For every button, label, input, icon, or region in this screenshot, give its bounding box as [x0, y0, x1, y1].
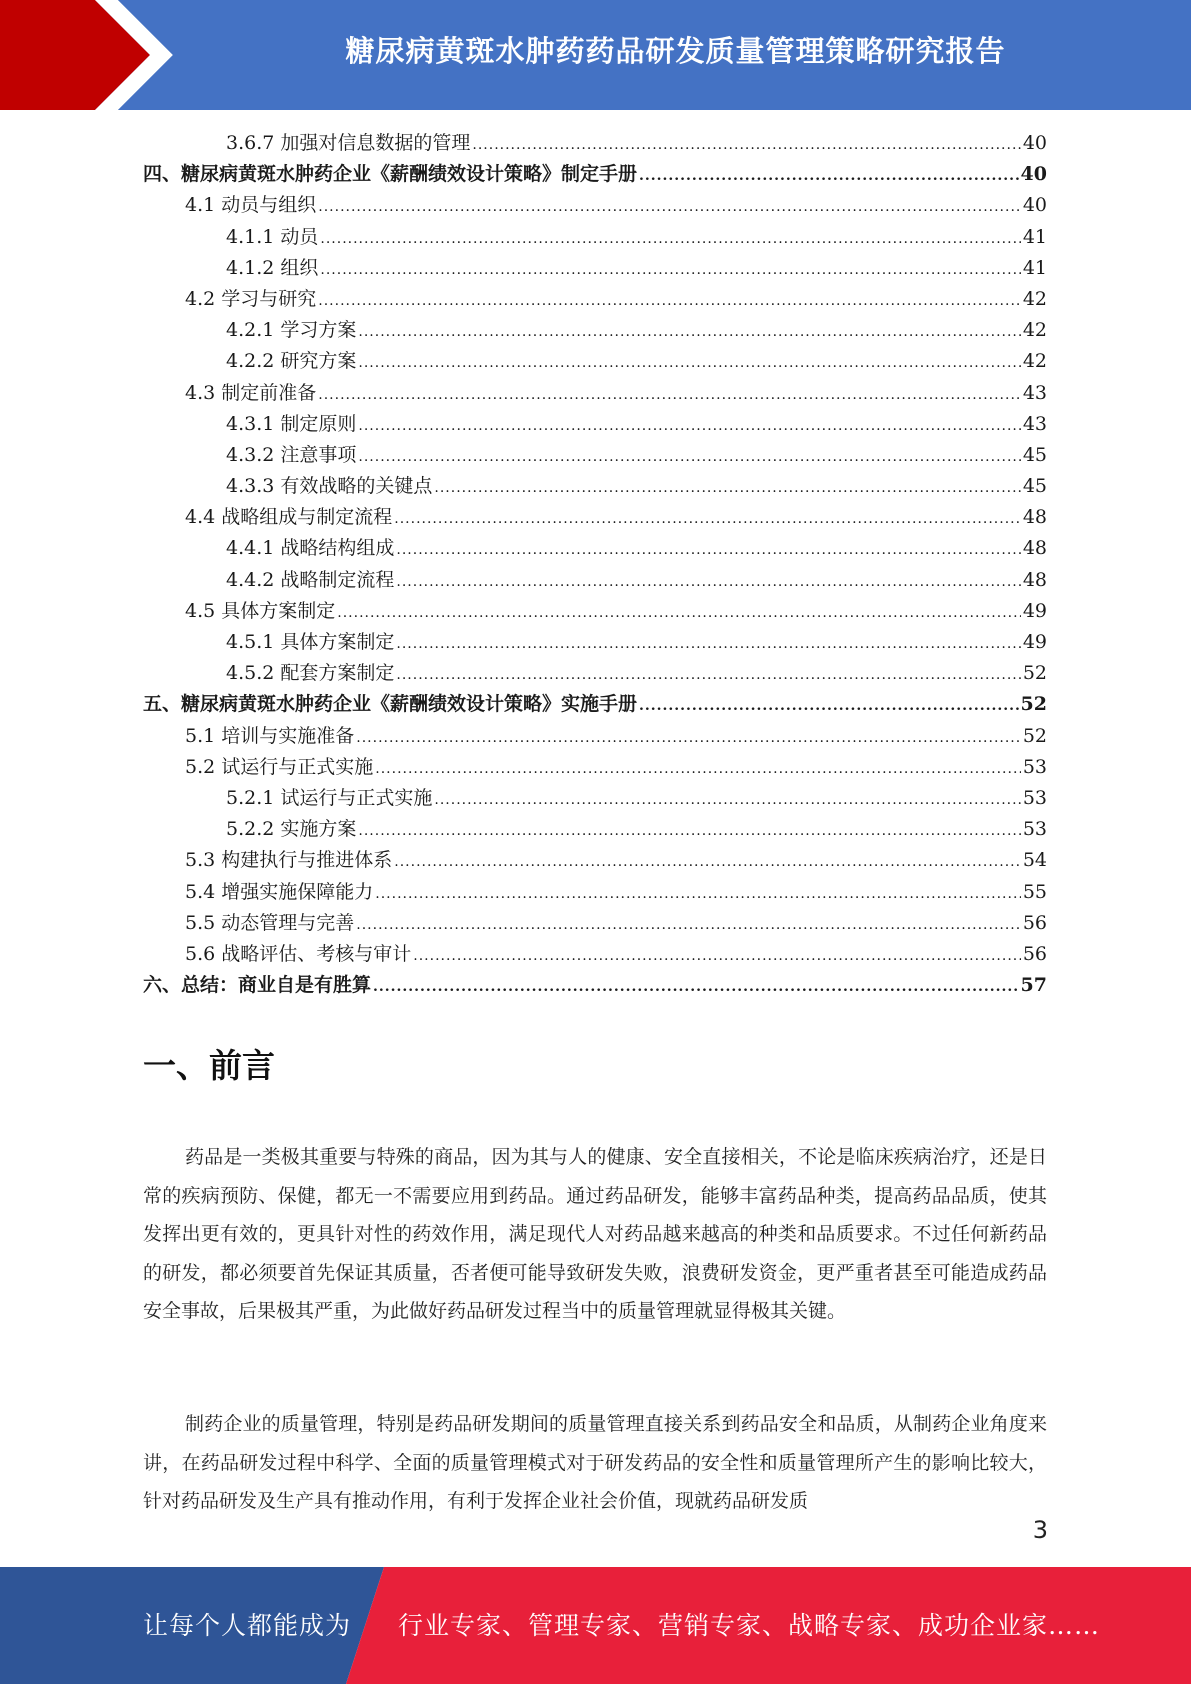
toc-entry-page: 49	[1022, 599, 1047, 622]
toc-dot-leader	[396, 533, 1020, 564]
toc-entry-page: 42	[1022, 350, 1047, 373]
toc-entry[interactable]	[143, 284, 1047, 315]
toc-entry[interactable]	[143, 752, 1047, 783]
toc-dot-leader	[639, 159, 1019, 190]
toc-entry[interactable]	[143, 877, 1047, 908]
toc-entry-page: 54	[1022, 849, 1047, 872]
toc-entry-page: 53	[1022, 755, 1047, 778]
toc-entry-label: 四、糖尿病黄斑水肿药企业《薪酬绩效设计策略》制定手册	[143, 163, 638, 186]
toc-dot-leader	[337, 596, 1021, 627]
toc-entry[interactable]	[143, 627, 1047, 658]
toc-entry-page: 42	[1022, 319, 1047, 342]
toc-dot-leader	[434, 783, 1020, 814]
toc-entry-page: 52	[1022, 662, 1047, 685]
footer-slogan-right: 行业专家、管理专家、营销专家、战略专家、成功企业家……	[398, 1611, 1101, 1640]
footer-slogan-left: 让每个人都能成为	[143, 1611, 352, 1640]
toc-entry-page: 49	[1022, 631, 1047, 653]
toc-entry[interactable]	[143, 128, 1047, 159]
toc-entry-label: 4.3.1 制定原则	[226, 412, 357, 435]
toc-dot-leader	[396, 658, 1020, 689]
toc-entry-label: 3.6.7 加强对信息数据的管理	[226, 132, 471, 154]
toc-entry-label: 4.5.1 具体方案制定	[226, 631, 395, 653]
toc-entry-label: 4.4 战略组成与制定流程	[185, 506, 393, 529]
toc-entry[interactable]	[143, 190, 1047, 221]
toc-entry[interactable]	[143, 533, 1047, 564]
page-number: 3	[1032, 1516, 1048, 1544]
toc-entry-page: 43	[1022, 381, 1047, 404]
toc-entry-page: 48	[1022, 568, 1047, 591]
toc-dot-leader	[320, 253, 1020, 284]
toc-entry[interactable]	[143, 346, 1047, 377]
toc-entry-page: 40	[1020, 163, 1047, 186]
toc-entry-page: 56	[1022, 942, 1047, 965]
toc-entry-label: 4.5.2 配套方案制定	[226, 662, 395, 685]
toc-entry[interactable]	[143, 596, 1047, 627]
table-of-contents	[143, 128, 1047, 1001]
toc-entry-label: 5.4 增强实施保障能力	[185, 880, 374, 903]
paragraph: 制药企业的质量管理，特别是药品研发期间的质量管理直接关系到药品安全和品质，从制药企业角度来讲，在药品研发过程中科学、全面的质量管理模式对于研发药品的安全性和质量管理所产生的影响比较大，针对药品研发及生产具有推动作用，有利于发挥企业社会价值，现就药品研发质	[143, 1413, 1047, 1512]
toc-entry[interactable]	[143, 814, 1047, 845]
toc-entry[interactable]	[143, 845, 1047, 876]
toc-dot-leader	[358, 814, 1020, 845]
toc-entry-label: 4.4.2 战略制定流程	[226, 568, 395, 591]
toc-entry[interactable]	[143, 565, 1047, 596]
toc-entry-page: 43	[1022, 412, 1047, 435]
toc-entry-label: 4.2.2 研究方案	[226, 350, 357, 373]
toc-entry-page: 42	[1022, 287, 1047, 310]
header-banner	[0, 0, 1191, 110]
toc-dot-leader	[358, 440, 1020, 471]
toc-entry-label: 4.1 动员与组织	[185, 194, 317, 217]
toc-entry-label: 5.3 构建执行与推进体系	[185, 849, 393, 872]
toc-dot-leader	[358, 346, 1020, 377]
toc-dot-leader	[373, 970, 1019, 1001]
toc-dot-leader	[396, 627, 1020, 658]
document-title: 糖尿病黄斑水肿药药品研发质量管理策略研究报告	[345, 34, 1006, 68]
toc-entry-label: 六、总结：商业自是有胜算	[143, 974, 372, 997]
toc-dot-leader	[356, 908, 1021, 939]
toc-entry[interactable]	[143, 970, 1047, 1001]
toc-entry-page: 52	[1022, 724, 1047, 747]
toc-entry[interactable]	[143, 315, 1047, 346]
toc-entry-label: 4.2 学习与研究	[185, 287, 317, 310]
toc-entry[interactable]	[143, 658, 1047, 689]
toc-entry[interactable]	[143, 253, 1047, 284]
toc-entry[interactable]	[143, 378, 1047, 409]
toc-entry-label: 4.3.3 有效战略的关键点	[226, 475, 433, 498]
toc-entry-label: 5.2 试运行与正式实施	[185, 755, 374, 778]
footer-banner	[0, 1567, 1191, 1684]
toc-entry-page: 56	[1022, 911, 1047, 934]
section-heading: 一、前言	[143, 1046, 275, 1085]
toc-entry-page: 48	[1022, 537, 1047, 560]
toc-entry[interactable]	[143, 409, 1047, 440]
toc-entry-page: 57	[1020, 974, 1047, 997]
toc-entry-label: 5.1 培训与实施准备	[185, 724, 355, 747]
toc-dot-leader	[394, 502, 1021, 533]
toc-entry-page: 45	[1022, 475, 1047, 498]
toc-dot-leader	[318, 190, 1021, 221]
toc-entry-page: 41	[1022, 256, 1047, 279]
toc-dot-leader	[639, 689, 1019, 720]
toc-entry-page: 41	[1022, 225, 1047, 248]
toc-entry-label: 4.1.1 动员	[226, 225, 319, 248]
toc-entry[interactable]	[143, 502, 1047, 533]
toc-entry[interactable]	[143, 159, 1047, 190]
toc-entry[interactable]	[143, 440, 1047, 471]
toc-entry-page: 53	[1022, 786, 1047, 809]
toc-dot-leader	[413, 939, 1021, 970]
toc-entry[interactable]	[143, 471, 1047, 502]
toc-entry-label: 五、糖尿病黄斑水肿药企业《薪酬绩效设计策略》实施手册	[143, 693, 638, 716]
toc-entry-label: 5.2.1 试运行与正式实施	[226, 786, 433, 809]
toc-entry-page: 52	[1020, 693, 1047, 716]
toc-dot-leader	[472, 128, 1020, 159]
toc-entry[interactable]	[143, 721, 1047, 752]
toc-dot-leader	[358, 409, 1020, 440]
toc-entry-page: 55	[1022, 880, 1047, 903]
toc-dot-leader	[396, 565, 1020, 596]
toc-entry[interactable]	[143, 689, 1047, 720]
toc-entry-page: 40	[1022, 194, 1047, 217]
toc-entry-page: 40	[1022, 132, 1047, 154]
paragraph: 药品是一类极其重要与特殊的商品，因为其与人的健康、安全直接相关，不论是临床疾病治疗，还是日常的疾病预防、保健，都无一不需要应用到药品。通过药品研发，能够丰富药品种类，提高药品品质，使其发挥出更有效的，更具针对性的药效作用，满足现代人对药品越来越高的种类和品质要求。不过任何新药品的研发，都必须要首先保证其质量，否者便可能导致研发失败，浪费研发资金，更严重者甚至可能造成药品安全事故，后果极其严重，为此做好药品研发过程当中的质量管理就显得极其关键。	[143, 1146, 1047, 1322]
toc-entry-label: 4.3 制定前准备	[185, 381, 317, 404]
toc-entry[interactable]	[143, 908, 1047, 939]
toc-entry-label: 4.3.2 注意事项	[226, 443, 357, 466]
toc-entry-page: 53	[1022, 818, 1047, 841]
toc-dot-leader	[318, 284, 1021, 315]
toc-entry-page: 45	[1022, 443, 1047, 466]
toc-entry-page: 48	[1022, 506, 1047, 529]
toc-dot-leader	[320, 222, 1020, 253]
toc-entry[interactable]	[143, 783, 1047, 814]
toc-dot-leader	[356, 721, 1021, 752]
toc-dot-leader	[318, 378, 1021, 409]
toc-entry-label: 4.5 具体方案制定	[185, 599, 336, 622]
toc-dot-leader	[375, 752, 1021, 783]
toc-entry-label: 4.1.2 组织	[226, 256, 319, 279]
toc-entry-label: 5.2.2 实施方案	[226, 818, 357, 841]
toc-entry-label: 5.5 动态管理与完善	[185, 911, 355, 934]
toc-entry[interactable]	[143, 939, 1047, 970]
toc-dot-leader	[358, 315, 1020, 346]
toc-entry-label: 4.2.1 学习方案	[226, 319, 357, 342]
toc-dot-leader	[434, 471, 1020, 502]
toc-dot-leader	[375, 877, 1021, 908]
toc-entry-label: 5.6 战略评估、考核与审计	[185, 942, 412, 965]
toc-entry[interactable]	[143, 222, 1047, 253]
toc-entry-label: 4.4.1 战略结构组成	[226, 537, 395, 560]
toc-dot-leader	[394, 845, 1021, 876]
